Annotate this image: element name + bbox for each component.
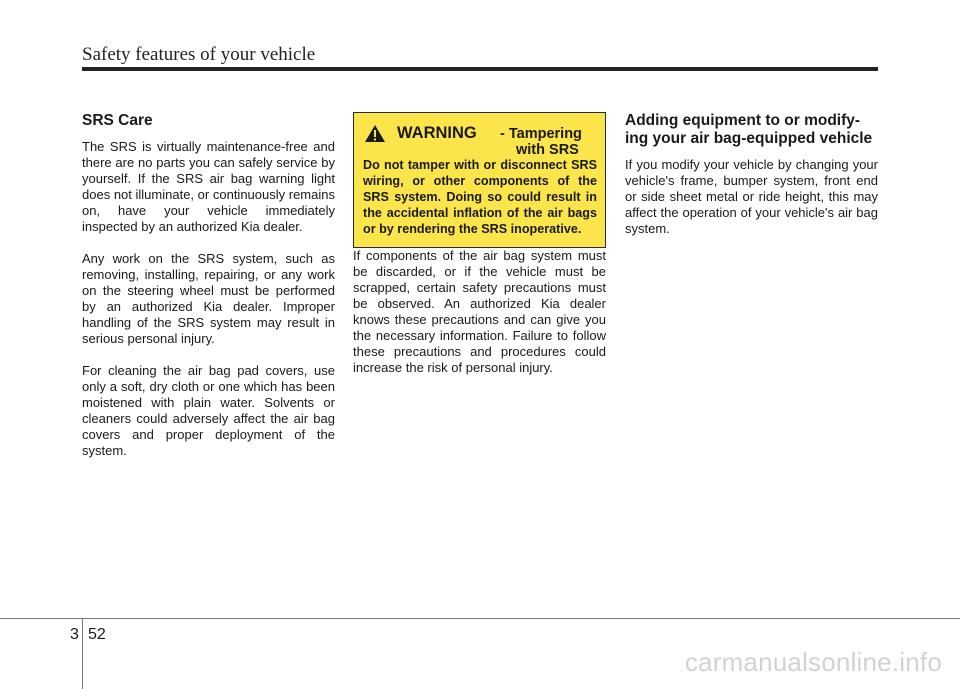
warning-label: WARNING: [397, 124, 477, 142]
warning-subject-line-2: with SRS: [516, 142, 579, 158]
watermark-text: carmanualsonline.info: [684, 647, 942, 677]
warning-header: [363, 121, 597, 157]
warning-box: [353, 112, 606, 248]
footer-rule-vertical: [82, 618, 83, 689]
warning-subject-line-1: - Tampering: [500, 126, 582, 142]
srs-care-paragraph-2: Any work on the SRS system, such as removing, installing, repairing, or any work on the steering wheel must be performed by an authorized Kia dealer. Improper handling of the SRS system may result in serious personal injury.: [82, 251, 335, 346]
page-number: 52: [88, 626, 106, 643]
chapter-number: 3: [70, 626, 79, 643]
modification-heading-line-2: ing your air bag-equipped vehicle: [625, 130, 873, 147]
modification-heading: [625, 112, 878, 148]
modification-paragraph: If you modify your vehicle by changing your vehicle's frame, bumper system, front end or side sheet metal or ride height, this may affect the operation of your vehicle's air bag system.: [625, 157, 878, 236]
footer-rule-horizontal: [0, 618, 960, 619]
warning-triangle-icon: [364, 124, 386, 143]
disposal-paragraph: If components of the air bag system must be discarded, or if the vehicle must be scrapped, certain safety precautions must be observed. An authorized Kia dealer knows these precautions and can give you the necessary information. Failure to follow these precautions and procedures could increase the risk of personal injury.: [353, 248, 606, 375]
right-column: [625, 112, 878, 253]
warning-text: Do not tamper with or disconnect SRS wiring, or other components of the SRS system. Doing so could result in the accidental inflation of the air bags or by rendering the SRS inoperative.: [363, 158, 597, 236]
srs-care-paragraph-3: For cleaning the air bag pad covers, use only a soft, dry cloth or one which has been moistened with plain water. Solvents or cleaners could adversely affect the air bag covers and proper deployment of the system.: [82, 363, 335, 458]
middle-column: [353, 112, 606, 392]
srs-care-paragraph-1: The SRS is virtually maintenance-free and there are no parts you can safely service by yourself. If the SRS air bag warning light does not illuminate, or continuously remains on, have your vehicle immediately inspected by an authorized Kia dealer.: [82, 139, 335, 234]
header-rule: [82, 67, 878, 71]
srs-care-heading: SRS Care: [82, 112, 153, 129]
left-column: [82, 112, 335, 475]
modification-heading-line-1: Adding equipment to or modify-: [625, 112, 861, 129]
page-header-title: Safety features of your vehicle: [82, 44, 316, 65]
